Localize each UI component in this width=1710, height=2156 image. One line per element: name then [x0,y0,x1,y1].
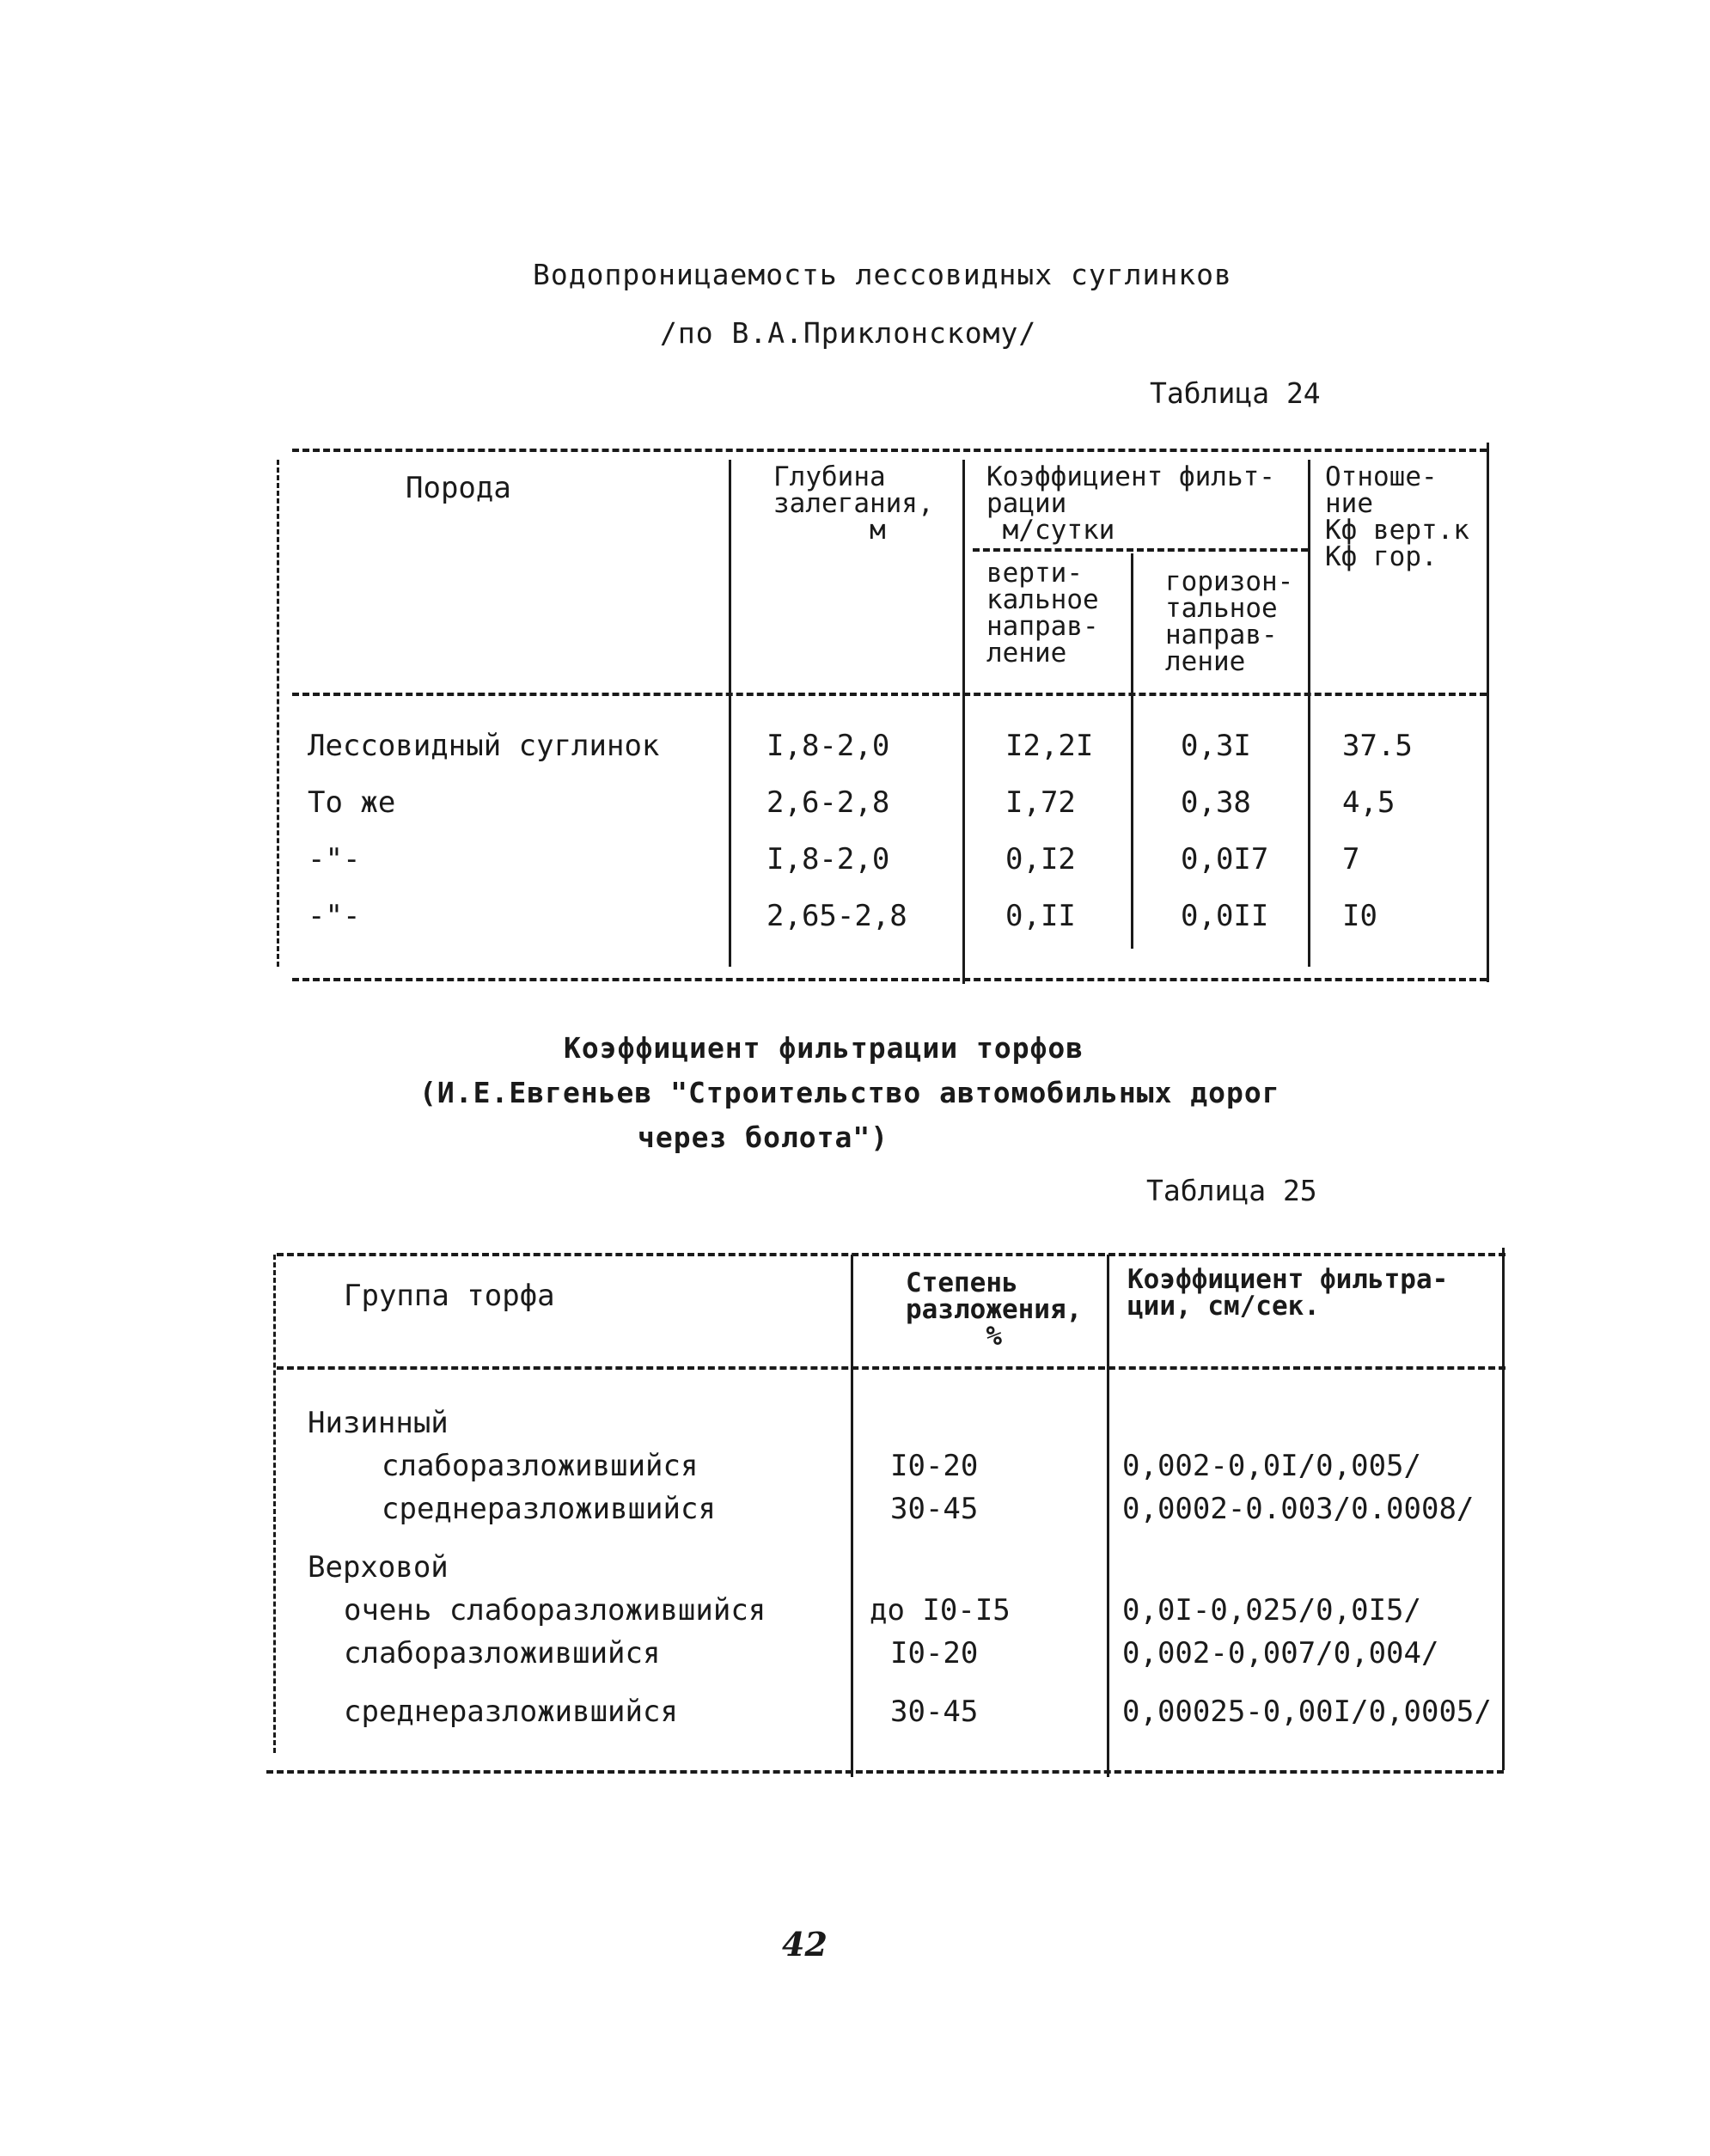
table24-col-divider-2 [962,460,965,984]
table25-row3-degree: до I0-I5 [870,1593,1011,1628]
table25-row1-group: слаборазложившийся [382,1449,699,1483]
page-number: 42 [782,1925,828,1964]
table24-row3-depth: I,8-2,0 [766,842,890,876]
table25-row1-degree: I0-20 [890,1449,979,1483]
table24-header-vertical: верти- кальное направ- ление [986,558,1099,669]
table24-top-border [292,449,1487,452]
table24-row3-horiz: 0,0I7 [1181,842,1269,876]
table24-col-divider-3 [1131,553,1133,949]
table24-row2-depth: 2,6-2,8 [766,785,890,820]
table25-row2-group: среднеразложившийся [382,1492,716,1526]
table25-bottom-border [266,1770,1504,1774]
table25-group-lowland: Низинный [308,1406,449,1440]
table25-row2-coef: 0,0002-0.003/0.0008/ [1122,1492,1475,1526]
table24-row1-vert: I2,2I [1005,729,1094,763]
table24-row1-horiz: 0,3I [1181,729,1251,763]
table25-top-border [277,1253,1505,1256]
table25-header-divider [277,1366,1505,1370]
table24-subheader-divider [973,548,1308,552]
table25-row4-degree: I0-20 [890,1636,979,1670]
table25-row1-coef: 0,002-0,0I/0,005/ [1122,1449,1421,1483]
table25-header-coef: Коэффициент фильтра- ции, см/сек. [1127,1264,1449,1322]
table24-header-horizontal: горизон- тальное направ- ление [1165,566,1294,677]
table25-header-group: Группа торфа [344,1279,555,1313]
table25-col-divider-1 [851,1255,853,1777]
table24-label: Таблица 24 [1150,376,1321,410]
table24-header-depth: Глубина залегания, м [773,461,934,546]
table24-bottom-border [292,978,1487,981]
table25-row5-degree: 30-45 [890,1695,979,1729]
table25-title: Коэффициент фильтрации торфов [564,1031,1084,1065]
table24-row4-depth: 2,65-2,8 [766,899,907,933]
table25-left-border [273,1255,276,1753]
table24-row1-depth: I,8-2,0 [766,729,890,763]
table24-right-border [1487,443,1489,982]
table25-row4-group: слаборазложившийся [344,1636,661,1670]
table24-row1-ratio: 37.5 [1342,729,1413,763]
table24-header-coef: Коэффициент фильт- рации м/сутки [986,461,1275,546]
table25-label: Таблица 25 [1146,1174,1317,1207]
table25-row3-group: очень слаборазложившийся [344,1593,766,1628]
table24-row2-ratio: 4,5 [1342,785,1395,820]
table24-left-border [277,460,279,967]
table25-row2-degree: 30-45 [890,1492,979,1526]
table24-source: /по В.А.Приклонскому/ [660,316,1037,350]
table24-row3-ratio: 7 [1342,842,1360,876]
table24-row2-horiz: 0,38 [1181,785,1251,820]
table25-row4-coef: 0,002-0,007/0,004/ [1122,1636,1439,1670]
table24-row2-rock: То же [308,785,396,820]
table24-row2-vert: I,72 [1005,785,1076,820]
table24-col-divider-4 [1308,460,1310,967]
table24-row3-rock: -"- [308,842,361,876]
table25-row5-group: среднеразложившийся [344,1695,678,1729]
table25-header-degree: Степень разложения, % [906,1267,1083,1352]
table24-header-rock: Порода [406,471,511,505]
table24-row4-horiz: 0,0II [1181,899,1269,933]
table24-title: Водопроницаемость лессовидных суглинков [533,258,1232,291]
table25-right-border [1502,1248,1505,1770]
table24-row4-vert: 0,II [1005,899,1076,933]
table24-row4-rock: -"- [308,899,361,933]
table24-col-divider-1 [729,460,731,967]
table25-col-divider-2 [1107,1255,1109,1777]
table25-source-line2: через болота") [638,1121,889,1154]
table25-row3-coef: 0,0I-0,025/0,0I5/ [1122,1593,1421,1628]
table25-group-upland: Верховой [308,1550,449,1585]
table24-header-ratio: Отноше- ние Кф верт.к Кф гор. [1325,461,1469,572]
table24-row3-vert: 0,I2 [1005,842,1076,876]
table25-source-line1: (И.Е.Евгеньев "Строительство автомобильных дорог [419,1076,1280,1109]
table24-row1-rock: Лессовидный суглинок [308,729,660,763]
table25-row5-coef: 0,00025-0,00I/0,0005/ [1122,1695,1492,1729]
table24-row4-ratio: I0 [1342,899,1377,933]
